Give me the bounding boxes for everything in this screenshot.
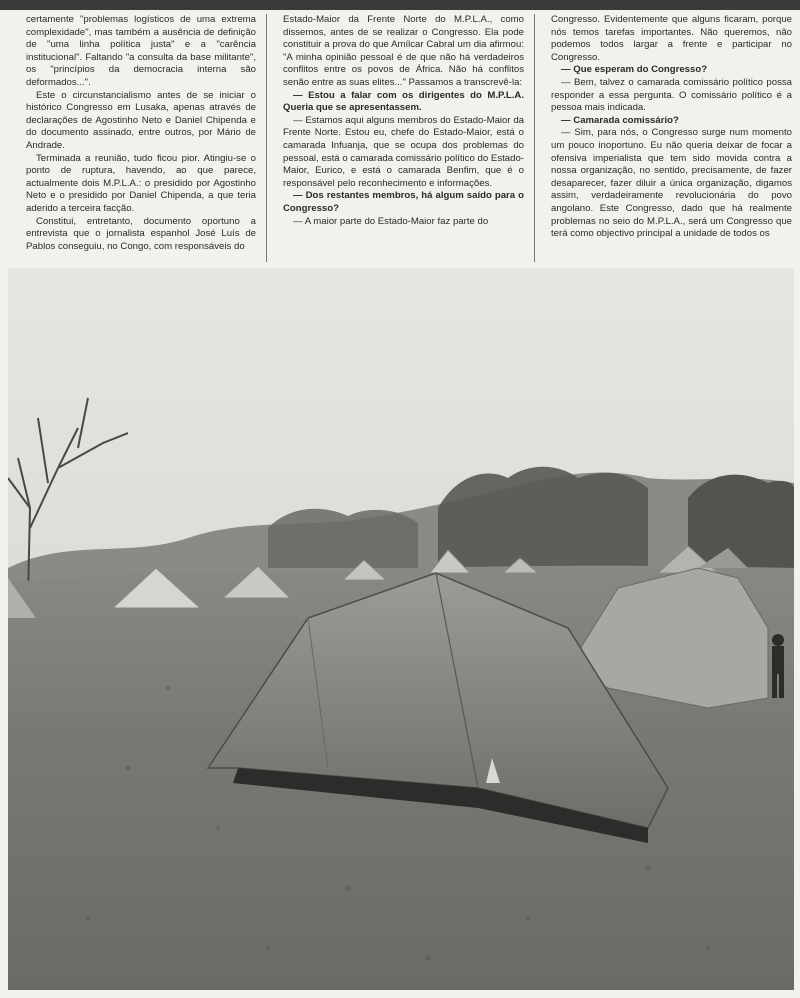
interview-answer: — A maior parte do Estado-Maior faz parte do (293, 215, 489, 227)
interview-question: — Camarada comissário? (561, 114, 679, 126)
paragraph: Terminada a reunião, tudo ficou pior. Atingiu-se o ponto de ruptura, havendo, ao que parece, actualmente dois M.P.L.A.: o presidido por Agostinho Neto e o presidido por Daniel Chipenda, a que teria aderido a terceira facção. (26, 152, 256, 214)
text-column-3 (534, 14, 796, 262)
paragraph: Constitui, entretanto, documento oportuno a entrevista que o jornalista espanhol José Luís de Pablos conseguiu, no Congo, com responsáveis do (26, 215, 256, 252)
interview-answer: — Bem, talvez o camarada comissário político possa responder a essa pergunta. O comissário político é a pessoa mais indicada. (551, 76, 792, 114)
text-column-2 (266, 14, 534, 262)
interview-question: — Que esperam do Congresso? (561, 64, 708, 76)
trees-cluster (268, 509, 418, 568)
article-text (26, 14, 796, 262)
top-rule-bar (0, 0, 800, 10)
text-column-1 (26, 14, 266, 262)
camp-photo-illustration (8, 268, 794, 990)
interview-answer: — Sim, para nós, o Congresso surge num momento um pouco inoportuno. Eu não queria deixar de focar a ofensiva imperialista que tem sido movida contra a nossa organização, no sentido, precisamente, de fazer desaparecer, fazer diluir a única organização, digamos assim, verdadeiramente revolucionária do povo angolano. Este Congresso, dado que há realmente problemas no seio do M.P.L.A., será um Congresso que terá como objectivo principal a unidade de todos os (551, 127, 792, 240)
paragraph: certamente "problemas logísticos de uma extrema complexidade", mas também a ausência de definição de "uma linha política justa" e a "carência institucional". Faltando "a consulta da base militante", os "princípios da democracia interna são deformados...". (26, 14, 256, 88)
paragraph: Congresso. Evidentemente que alguns ficaram, porque nós temos tarefas importantes. Não queremos, não podemos todos largar a frente e participar no Congresso. (551, 14, 792, 63)
paragraph: Este o circunstancialismo antes de se iniciar o histórico Congresso em Lusaka, apenas através de declarações de Agostinho Neto e Daniel Chipenda e do documento assinado, entre outros, por Mário de Andrade. (26, 89, 256, 151)
trees-cluster (688, 475, 794, 568)
paragraph: Estado-Maior da Frente Norte do M.P.L.A., como dissemos, antes de se realizar o Congresso. Ela pode constituir a prova do que Amílcar Cabral um dia afirmou: "A minha opinião pessoal é de que não há verdadeiros conflitos entre os povos de África. Não há conflitos senão entre as suas elites..." Passamos a transcrevê-la: (283, 14, 524, 88)
interview-question: — Dos restantes membros, há algum saído para o Congresso? (283, 190, 524, 214)
trees-cluster (438, 467, 648, 568)
camp-photo (8, 268, 794, 990)
interview-question: — Estou a falar com os dirigentes do M.P.L.A. Queria que se apresentassem. (283, 89, 524, 114)
interview-answer: — Estamos aqui alguns membros do Estado-Maior da Frente Norte. Estou eu, chefe do Estado-Maior, está o camarada Infuanja, que se ocupa dos problemas do pessoal, está o camarada comissário político do Estado-Maior, Eurico, e está o camarada Benfim, que é o responsável pelo reconhecimento e informações. (283, 114, 524, 189)
